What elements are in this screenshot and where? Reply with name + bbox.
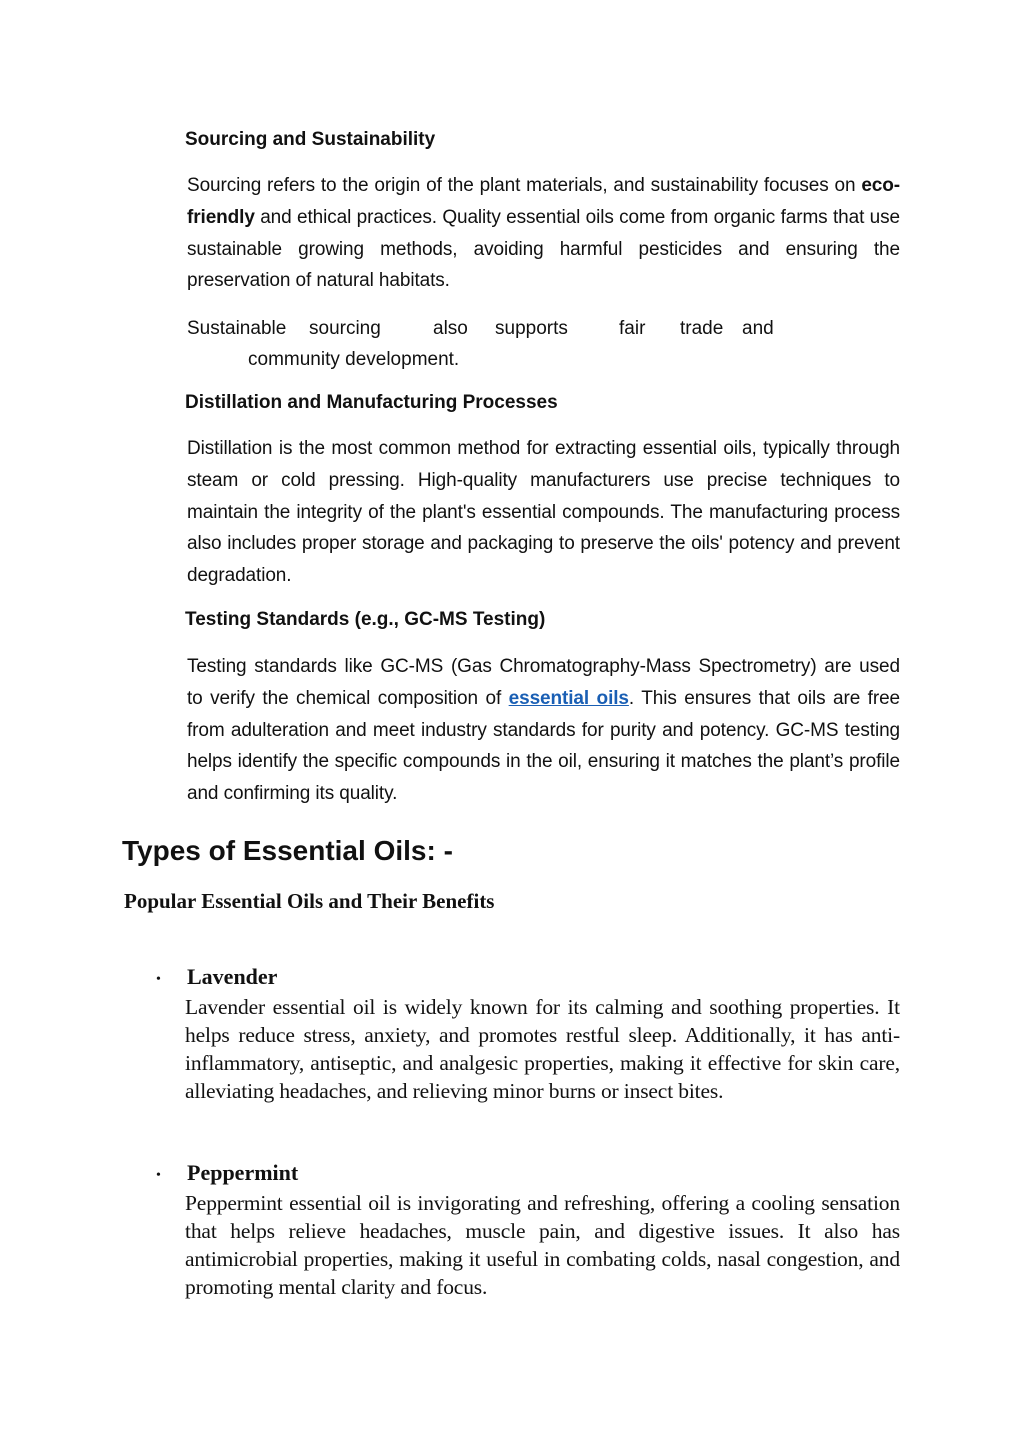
word-and: and: [742, 318, 774, 339]
testing-paragraph: [187, 651, 900, 810]
sourcing-paragraph: [187, 170, 900, 297]
sourcing-heading: Sourcing and Sustainability: [185, 129, 436, 150]
word-supports: supports: [495, 318, 568, 339]
sourcing-text-2: and ethical practices. Quality essential oils come from organic farms that use sustainable growing methods, avoiding harmful pesticides and ensuring the preservation of natural habitats.: [187, 206, 900, 292]
word-fair: fair: [619, 318, 646, 339]
oil-description-peppermint: Peppermint essential oil is invigorating and refreshing, offering a cooling sensation that helps relieve headaches, muscle pain, and digestive issues. It also has antimicrobial properties, making it useful in combating colds, nasal congestion, and promoting mental clarity and focus.: [185, 1191, 900, 1299]
oil-name-peppermint: Peppermint: [187, 1160, 299, 1185]
word-sourcing: sourcing: [309, 318, 381, 339]
types-heading: Types of Essential Oils: -: [122, 835, 453, 866]
essential-oils-link[interactable]: essential oils: [508, 687, 629, 709]
distillation-heading: Distillation and Manufacturing Processes: [185, 392, 558, 413]
bullet-icon: •: [156, 1168, 161, 1183]
sourcing-text-1: Sourcing refers to the origin of the plant materials, and sustainability focuses on: [187, 175, 862, 196]
testing-text-1: Testing standards like GC-MS (Gas Chromatography-Mass Spectrometry) are used to verify the chemical composition of: [187, 656, 900, 709]
distillation-paragraph: Distillation is the most common method for extracting essential oils, typically through steam or cold pressing. High-quality manufacturers use precise techniques to maintain the integrity of the plant's essential compounds. The manufacturing process also includes proper storage and packaging to preserve the oils' potency and prevent degradation.: [187, 438, 900, 587]
testing-text-2: . This ensures that oils are free from adulteration and meet industry standards for purity and potency. GC-MS testing helps identify the specific compounds in the oil, ensuring it matches the plant’s profile and confirming its quality.: [187, 687, 901, 805]
word-trade: trade: [680, 318, 724, 339]
oil-description-lavender: Lavender essential oil is widely known for its calming and soothing properties. It helps reduce stress, anxiety, and promotes restful sleep. Additionally, it has anti-inflammatory, antiseptic, and analgesic properties, making it effective for skin care, alleviating headaches, and relieving minor burns or insect bites.: [185, 995, 900, 1103]
bullet-icon: •: [156, 972, 161, 987]
popular-oils-subheading: Popular Essential Oils and Their Benefits: [124, 889, 495, 913]
eco-friendly-bold: eco-friendly: [187, 175, 900, 228]
oil-name-lavender: Lavender: [187, 964, 278, 989]
sustainable-sourcing-continuation: community development.: [248, 349, 460, 370]
word-sustainable: Sustainable: [187, 318, 287, 339]
testing-heading: Testing Standards (e.g., GC-MS Testing): [185, 609, 546, 630]
word-also: also: [433, 318, 468, 339]
